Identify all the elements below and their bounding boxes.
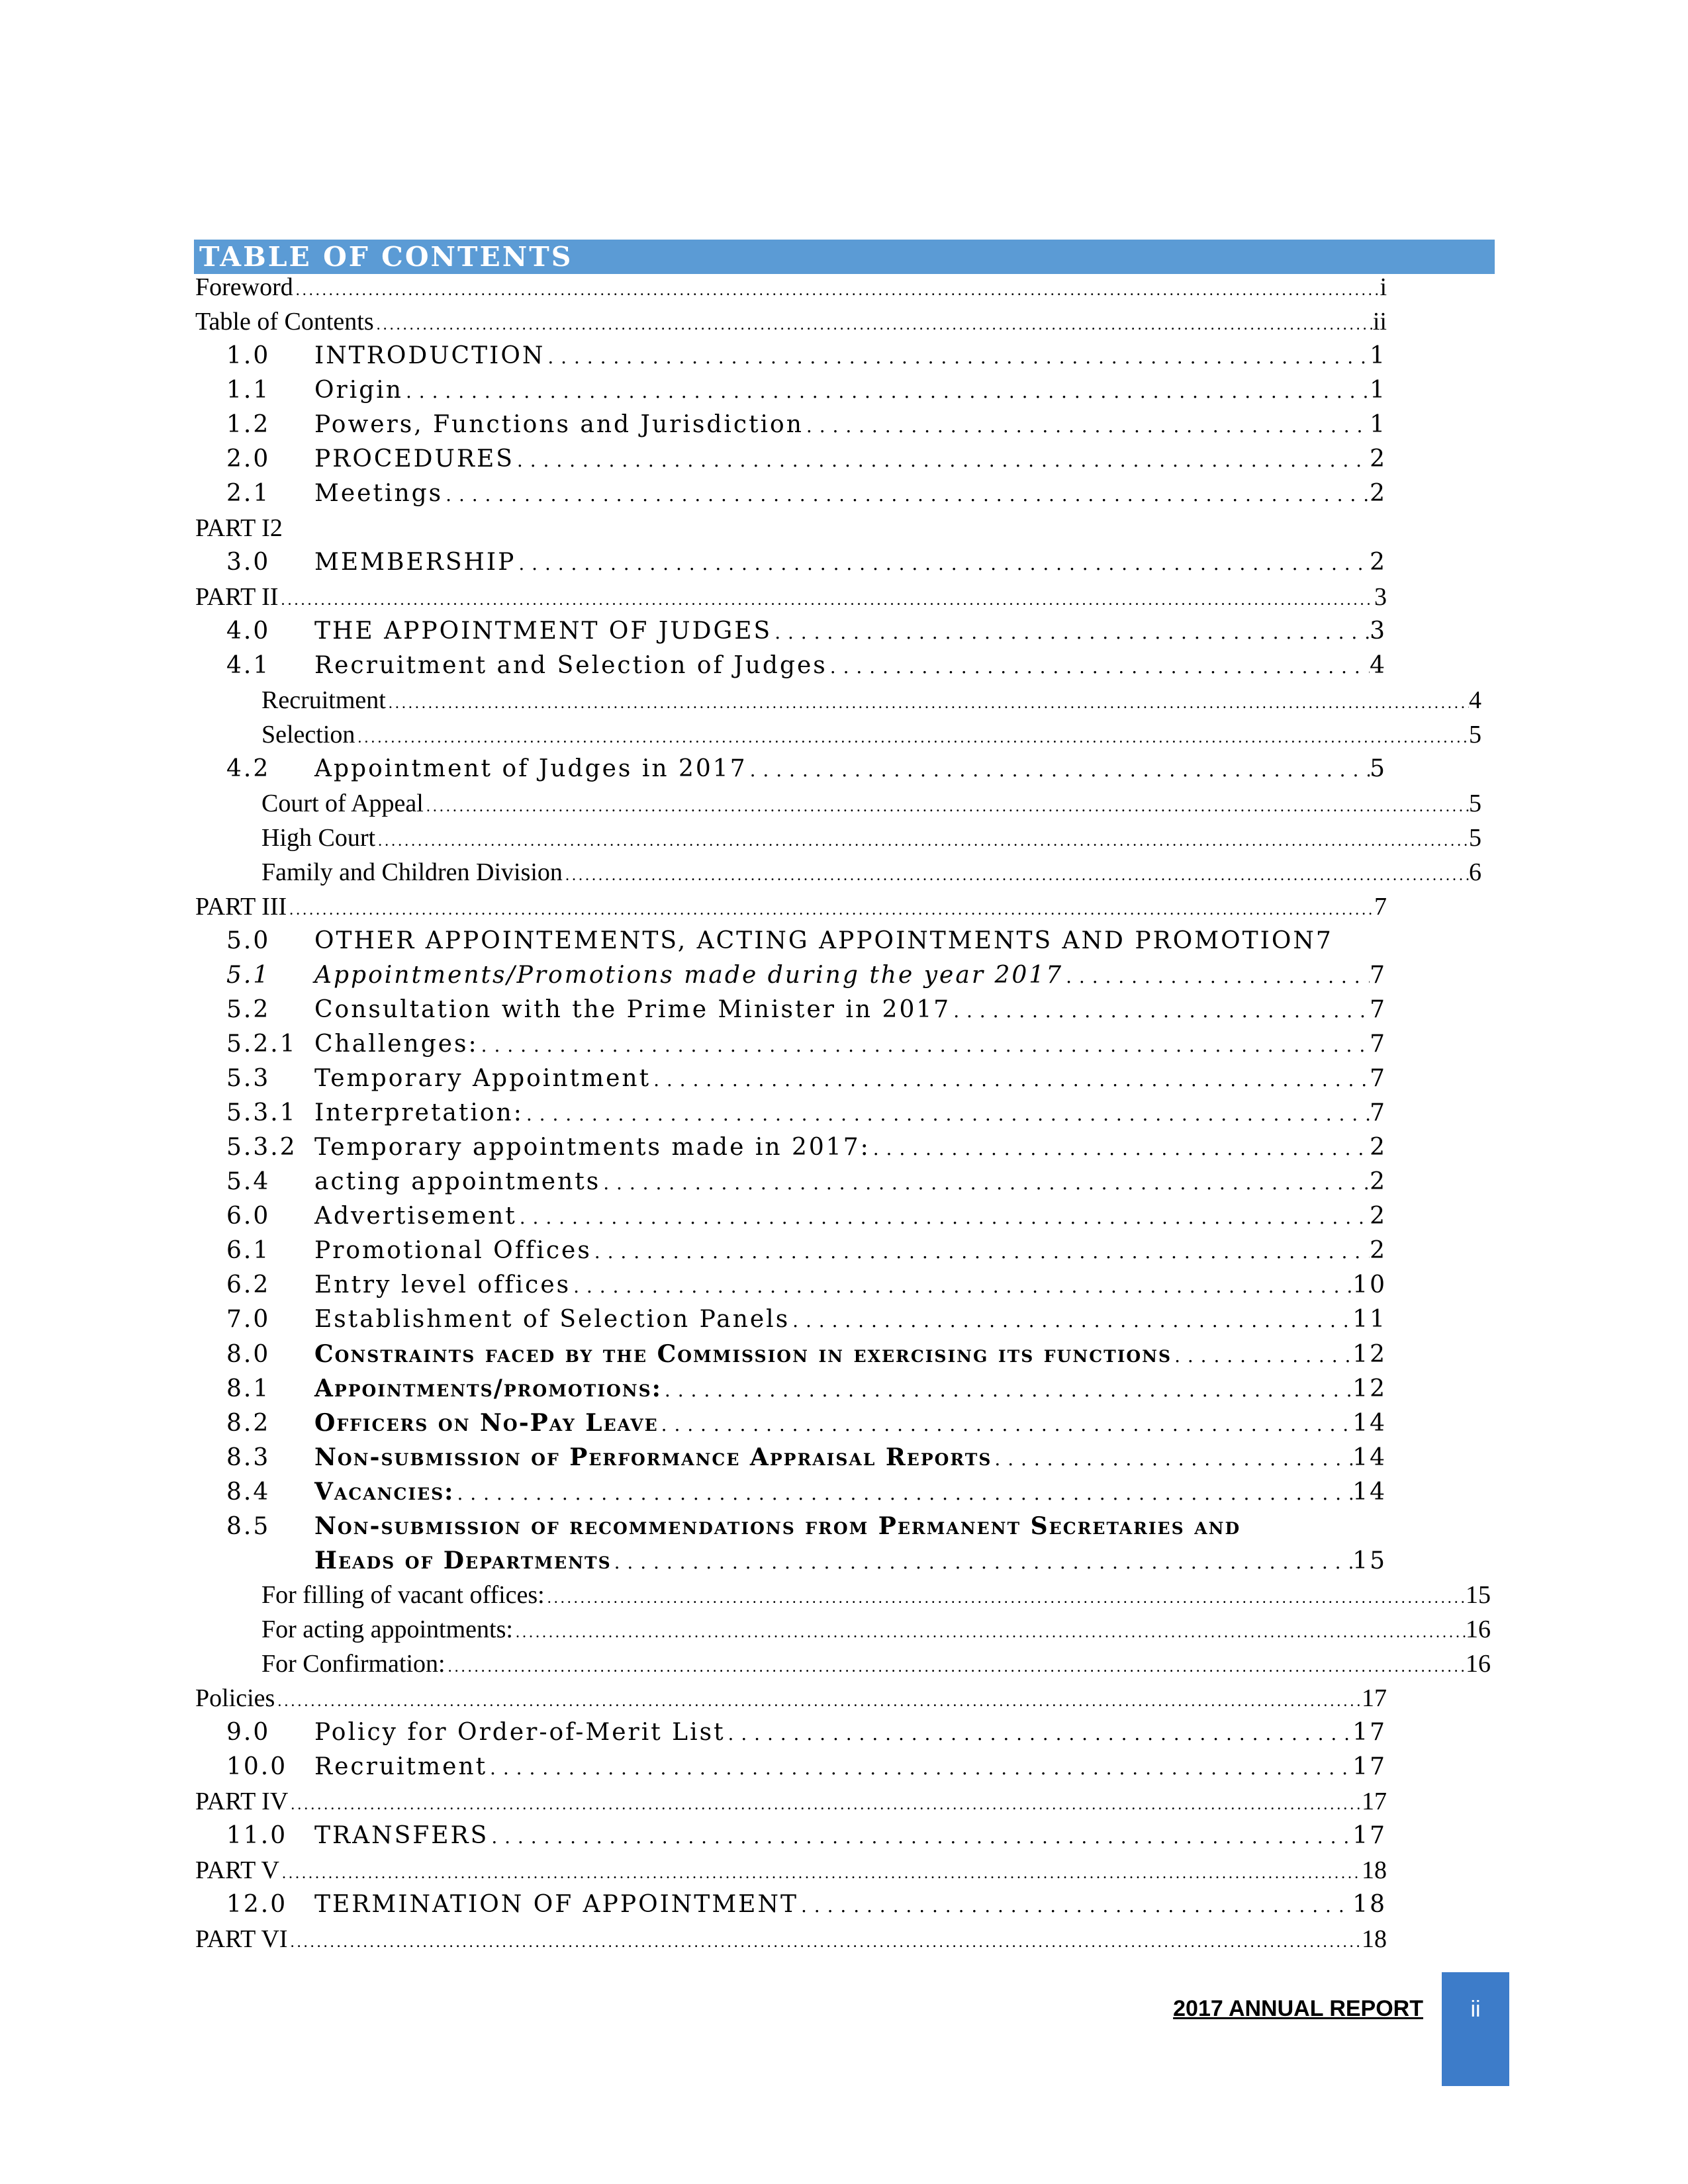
toc-entry-5-2[interactable] xyxy=(226,993,1387,1027)
dot-leader xyxy=(571,1269,1352,1304)
toc-entry-number: 5.3 xyxy=(226,1065,271,1092)
toc-entry-page: 12 xyxy=(1352,1341,1387,1368)
toc-entry-label: Policies xyxy=(195,1684,275,1712)
toc-entry-part-iv[interactable] xyxy=(195,1784,1387,1819)
toc-title: TABLE OF CONTENTS xyxy=(194,240,1495,274)
toc-entry-page: 17 xyxy=(1352,1753,1387,1780)
toc-entry-number: 5.4 xyxy=(226,1168,271,1195)
toc-entry-number: 1.0 xyxy=(226,342,271,369)
dot-leader xyxy=(726,1717,1353,1751)
dot-leader xyxy=(288,1925,1362,1960)
toc-entry-1-0[interactable] xyxy=(226,339,1387,373)
toc-entry-label: Non-submission of recommendations from Permanent Secretaries and xyxy=(314,1512,1241,1540)
toc-entry-part-ii[interactable] xyxy=(195,580,1387,614)
dot-leader xyxy=(651,1063,1370,1097)
dot-leader xyxy=(424,790,1469,824)
toc-entry-4-2[interactable] xyxy=(226,752,1387,786)
toc-entry-number: 2.1 xyxy=(226,480,271,507)
dot-leader xyxy=(287,893,1374,927)
dot-leader xyxy=(612,1545,1353,1580)
toc-entry-3-0[interactable] xyxy=(226,545,1387,580)
dot-leader xyxy=(992,1442,1352,1477)
toc-entry-label: Constraints faced by the Commission in exercising its functions xyxy=(314,1340,1172,1368)
dot-leader xyxy=(798,1889,1352,1923)
dot-leader xyxy=(563,858,1469,893)
dot-leader xyxy=(403,375,1370,409)
toc-entry-2-1[interactable] xyxy=(226,477,1387,511)
toc-entry-page: 15 xyxy=(1466,1581,1491,1609)
toc-entry-4-0[interactable] xyxy=(226,614,1387,649)
toc-entry-number: 6.2 xyxy=(226,1271,271,1298)
toc-entry-5-2-1[interactable] xyxy=(226,1027,1387,1062)
toc-entry-page: 7 xyxy=(1370,1099,1387,1126)
page-number-badge: ii xyxy=(1442,1972,1509,2086)
dot-leader xyxy=(662,1373,1352,1408)
toc-entry-number: 5.2.1 xyxy=(226,1030,297,1058)
toc-entry-for-acting-appointments[interactable] xyxy=(261,1612,1491,1647)
toc-entry-family-and-children-division[interactable] xyxy=(261,855,1481,889)
toc-entry-label: PART I2 xyxy=(195,514,283,542)
toc-entry-page: 1 xyxy=(1370,377,1387,404)
toc-entry-10-0[interactable] xyxy=(226,1750,1387,1784)
toc-entry-page: 3 xyxy=(1370,617,1387,645)
toc-entry-part-i2[interactable] xyxy=(195,511,1387,545)
toc-entry-label: Officers on No-Pay Leave xyxy=(314,1409,659,1437)
toc-entry-page: 5 xyxy=(1370,755,1387,782)
toc-entry-label: Court of Appeal xyxy=(261,790,424,817)
dot-leader xyxy=(479,1028,1370,1063)
toc-entry-page: 7 xyxy=(1370,996,1387,1023)
toc-entry-9-0[interactable] xyxy=(226,1715,1387,1750)
toc-entry-5-3[interactable] xyxy=(226,1062,1387,1096)
toc-entry-number: 8.1 xyxy=(226,1375,271,1402)
toc-entry-label: Foreword xyxy=(195,273,293,301)
toc-entry-page: 2 xyxy=(1370,445,1387,473)
toc-entry-page: 4 xyxy=(1469,686,1481,714)
toc-entry-label: High Court xyxy=(261,824,376,852)
toc-entry-page: 2 xyxy=(1370,480,1387,507)
toc-entry-page: 12 xyxy=(1352,1375,1387,1402)
toc-entry-label: Heads of Departments xyxy=(314,1547,612,1574)
toc-entry-8-2[interactable] xyxy=(226,1406,1387,1440)
toc-entry-number: 6.1 xyxy=(226,1237,271,1264)
dot-leader xyxy=(279,1856,1362,1891)
toc-entry-number: 8.2 xyxy=(226,1410,271,1437)
toc-entry-label: MEMBERSHIP xyxy=(314,549,516,576)
toc-entry-number: 8.5 xyxy=(226,1513,271,1540)
toc-entry-8-3[interactable] xyxy=(226,1440,1387,1475)
toc-entry-label: Temporary appointments made in 2017: xyxy=(314,1134,870,1161)
toc-entry-label: Origin xyxy=(314,377,403,404)
toc-entry-page: 7 xyxy=(1370,1065,1387,1092)
toc-entry-part-iii[interactable] xyxy=(195,889,1387,924)
toc-entry-2-0[interactable] xyxy=(226,442,1387,477)
toc-entry-page: 17 xyxy=(1352,1822,1387,1849)
toc-entry-page: 2 xyxy=(1370,1237,1387,1264)
toc-entry-7-0[interactable] xyxy=(226,1302,1387,1337)
toc-entry-page: 2 xyxy=(1370,1134,1387,1161)
toc-entry-5-3-1[interactable] xyxy=(226,1096,1387,1130)
toc-entry-number: 5.3.1 xyxy=(226,1099,297,1126)
toc-entry-label: PART II xyxy=(195,583,279,611)
toc-entry-5-0[interactable] xyxy=(226,924,1410,958)
toc-entry-page: 7 xyxy=(1374,893,1387,921)
toc-entry-label: Consultation with the Prime Minister in 2017 xyxy=(314,996,951,1023)
toc-entry-4-1[interactable] xyxy=(226,649,1387,683)
toc-entry-number: 2.0 xyxy=(226,445,271,473)
dot-leader xyxy=(375,824,1469,858)
toc-entry-page: 16 xyxy=(1466,1650,1491,1678)
toc-entry-6-0[interactable] xyxy=(226,1199,1387,1234)
toc-entry-label: Advertisement xyxy=(314,1203,517,1230)
toc-entry-page: 7 xyxy=(1370,962,1387,989)
toc-entry-page: i xyxy=(1380,273,1387,301)
toc-entry-12-0[interactable] xyxy=(226,1888,1387,1922)
toc-entry-label: Challenges: xyxy=(314,1030,479,1058)
toc-entry-page: 11 xyxy=(1352,1306,1387,1333)
toc-entry-label: Recruitment xyxy=(261,686,386,714)
dot-leader xyxy=(545,340,1370,375)
toc-entry-court-of-appeal[interactable] xyxy=(261,786,1481,821)
toc-entry-number: 8.3 xyxy=(226,1444,271,1471)
toc-entry-number: 8.0 xyxy=(226,1341,271,1368)
toc-entry-foreword[interactable] xyxy=(195,270,1387,304)
toc-entry-label: Vacancies: xyxy=(314,1478,455,1506)
toc-entry-label: For Confirmation: xyxy=(261,1650,445,1678)
dot-leader xyxy=(1172,1339,1352,1373)
toc-entry-for-filling-of-vacant-offices[interactable] xyxy=(261,1578,1491,1612)
toc-entry-page: 2 xyxy=(1370,549,1387,576)
toc-entry-6-2[interactable] xyxy=(226,1268,1387,1302)
dot-leader xyxy=(517,1201,1370,1235)
toc-entry-recruitment[interactable] xyxy=(261,683,1481,717)
dot-leader xyxy=(513,1615,1466,1650)
dot-leader xyxy=(293,273,1380,308)
toc-entry-part-v[interactable] xyxy=(195,1853,1387,1888)
toc-entry-page: 1 xyxy=(1370,411,1387,438)
toc-entry-label: Policy for Order-of-Merit List xyxy=(314,1719,726,1746)
toc-entry-number: 12.0 xyxy=(226,1891,288,1918)
toc-entry-number: 7.0 xyxy=(226,1306,271,1333)
toc-entry-part-vi[interactable] xyxy=(195,1922,1387,1956)
toc-entry-label: Appointment of Judges in 2017 xyxy=(314,755,747,782)
toc-entry-page: 18 xyxy=(1362,1856,1387,1884)
toc-entry-label: PART IV xyxy=(195,1788,289,1815)
toc-entry-policies[interactable] xyxy=(195,1681,1387,1715)
toc-entry-number: 4.1 xyxy=(226,652,271,679)
toc-entry-label: PART III xyxy=(195,893,287,921)
dot-leader xyxy=(355,721,1469,755)
toc-entry-page: 14 xyxy=(1352,1444,1387,1471)
dot-leader xyxy=(288,1788,1362,1822)
toc-entry-label: Temporary Appointment xyxy=(314,1065,651,1092)
toc-entry-page: ii xyxy=(1372,308,1387,336)
toc-entry-page: 5 xyxy=(1469,790,1481,817)
toc-entry-label: Table of Contents xyxy=(195,308,374,336)
toc-entry-number: 5.2 xyxy=(226,996,271,1023)
dot-leader xyxy=(870,1132,1370,1166)
toc-entry-label: Powers, Functions and Jurisdiction xyxy=(314,411,804,438)
toc-entry-heads-of-departments[interactable] xyxy=(226,1543,1387,1578)
dot-leader xyxy=(443,478,1370,512)
toc-entry-label: Non-submission of Performance Appraisal Reports xyxy=(314,1443,992,1471)
toc-entry-number: 3.0 xyxy=(226,549,271,576)
toc-entry-label: TRANSFERS xyxy=(314,1822,489,1849)
toc-entry-number: 5.1 xyxy=(226,962,271,989)
toc-entry-number: 1.1 xyxy=(226,377,271,404)
dot-leader xyxy=(545,1581,1466,1615)
toc-entry-label: Appointments/promotions: xyxy=(314,1375,662,1402)
toc-entry-page: 14 xyxy=(1352,1410,1387,1437)
toc-entry-label: PROCEDURES xyxy=(314,445,514,473)
dot-leader xyxy=(804,409,1370,443)
dot-leader xyxy=(445,1650,1466,1684)
dot-leader xyxy=(772,615,1370,650)
toc-entry-page: 15 xyxy=(1352,1547,1387,1574)
dot-leader xyxy=(514,443,1370,478)
toc-entry-label: acting appointments xyxy=(314,1168,601,1195)
toc-entry-number: 5.0 xyxy=(226,927,271,954)
toc-entry-number: 4.2 xyxy=(226,755,271,782)
toc-entry-5-4[interactable] xyxy=(226,1165,1387,1199)
dot-leader xyxy=(659,1408,1353,1442)
toc-entry-label: Establishment of Selection Panels xyxy=(314,1306,790,1333)
toc-entry-page: 2 xyxy=(1370,1203,1387,1230)
toc-entry-11-0[interactable] xyxy=(226,1819,1387,1853)
toc-entry-page: 17 xyxy=(1362,1788,1387,1815)
toc-entry-label: THE APPOINTMENT OF JUDGES xyxy=(314,617,773,645)
toc-entry-label: Appointments/Promotions made during the year 2017 xyxy=(314,962,1064,989)
toc-entry-page: 18 xyxy=(1362,1925,1387,1953)
toc-entry-page: 4 xyxy=(1370,652,1387,679)
dot-leader xyxy=(279,583,1375,617)
toc-entry-page: 17 xyxy=(1362,1684,1387,1712)
toc-entry-page: 2 xyxy=(1370,1168,1387,1195)
toc-entry-5-3-2[interactable] xyxy=(226,1130,1387,1165)
toc-entry-page: 7 xyxy=(1370,1030,1387,1058)
dot-leader xyxy=(827,650,1370,684)
toc-entry-label: INTRODUCTION xyxy=(314,342,545,369)
dot-leader xyxy=(489,1820,1352,1854)
dot-leader xyxy=(386,686,1469,721)
toc-entry-label: Promotional Offices xyxy=(314,1237,592,1264)
toc-entry-number: 10.0 xyxy=(226,1753,288,1780)
toc-entry-number: 6.0 xyxy=(226,1203,271,1230)
toc-entry-label: OTHER APPOINTEMENTS, ACTING APPOINTMENTS AND PROMOTION7 xyxy=(314,927,1333,954)
toc-entry-5-1[interactable] xyxy=(226,958,1387,993)
toc-entry-page: 1 xyxy=(1370,342,1387,369)
footer-report-title: 2017 ANNUAL REPORT xyxy=(1173,1996,1423,2021)
toc-entry-label: Recruitment xyxy=(314,1753,488,1780)
toc-entry-8-5[interactable] xyxy=(226,1509,1423,1543)
toc-entry-number: 8.4 xyxy=(226,1479,271,1506)
dot-leader xyxy=(790,1304,1352,1338)
toc-entry-label: For filling of vacant offices: xyxy=(261,1581,545,1609)
toc-entry-selection[interactable] xyxy=(261,717,1481,752)
dot-leader xyxy=(454,1477,1352,1511)
toc-entry-label: TERMINATION OF APPOINTMENT xyxy=(314,1891,798,1918)
toc-entry-page: 17 xyxy=(1352,1719,1387,1746)
toc-entry-1-1[interactable] xyxy=(226,373,1387,408)
toc-entry-number: 1.2 xyxy=(226,411,271,438)
toc-entry-1-2[interactable] xyxy=(226,408,1387,442)
toc-entry-number: 4.0 xyxy=(226,617,271,645)
toc-entry-label: Entry level offices xyxy=(314,1271,571,1298)
toc-entry-label: For acting appointments: xyxy=(261,1615,513,1643)
toc-entry-page: 3 xyxy=(1374,583,1387,611)
toc-entry-8-4[interactable] xyxy=(226,1475,1387,1509)
toc-entry-number: 11.0 xyxy=(226,1822,288,1849)
dot-leader xyxy=(600,1166,1370,1201)
dot-leader xyxy=(592,1235,1370,1269)
toc-entry-high-court[interactable] xyxy=(261,821,1481,855)
toc-entry-6-1[interactable] xyxy=(226,1234,1387,1268)
dot-leader xyxy=(516,547,1370,581)
toc-entry-page: 16 xyxy=(1466,1615,1491,1643)
dot-leader xyxy=(374,308,1373,342)
toc-entry-page: 5 xyxy=(1469,824,1481,852)
toc-entry-label: Family and Children Division xyxy=(261,858,563,886)
toc-entry-label: Interpretation: xyxy=(314,1099,524,1126)
toc-entry-label: Recruitment and Selection of Judges xyxy=(314,652,827,679)
dot-leader xyxy=(275,1684,1362,1719)
toc-entry-table-of-contents[interactable] xyxy=(195,304,1387,339)
toc-entry-page: 6 xyxy=(1469,858,1481,886)
toc-entry-number: 5.3.2 xyxy=(226,1134,297,1161)
toc-entry-label: Meetings xyxy=(314,480,444,507)
toc-entry-number: 9.0 xyxy=(226,1719,271,1746)
dot-leader xyxy=(524,1097,1370,1132)
toc-entry-label: PART VI xyxy=(195,1925,288,1953)
toc-entry-8-0[interactable] xyxy=(226,1337,1387,1371)
dot-leader xyxy=(747,753,1370,788)
toc-entry-for-confirmation[interactable] xyxy=(261,1647,1491,1681)
toc-entry-label: PART V xyxy=(195,1856,279,1884)
toc-entry-page: 18 xyxy=(1352,1891,1387,1918)
toc-entry-page: 14 xyxy=(1352,1479,1387,1506)
toc-entry-8-1[interactable] xyxy=(226,1371,1387,1406)
toc-entry-label: Selection xyxy=(261,721,355,749)
toc-entry-page: 10 xyxy=(1352,1271,1387,1298)
dot-leader xyxy=(487,1751,1352,1786)
dot-leader xyxy=(951,994,1370,1028)
dot-leader xyxy=(1063,960,1370,994)
toc-entry-page: 5 xyxy=(1469,721,1481,749)
